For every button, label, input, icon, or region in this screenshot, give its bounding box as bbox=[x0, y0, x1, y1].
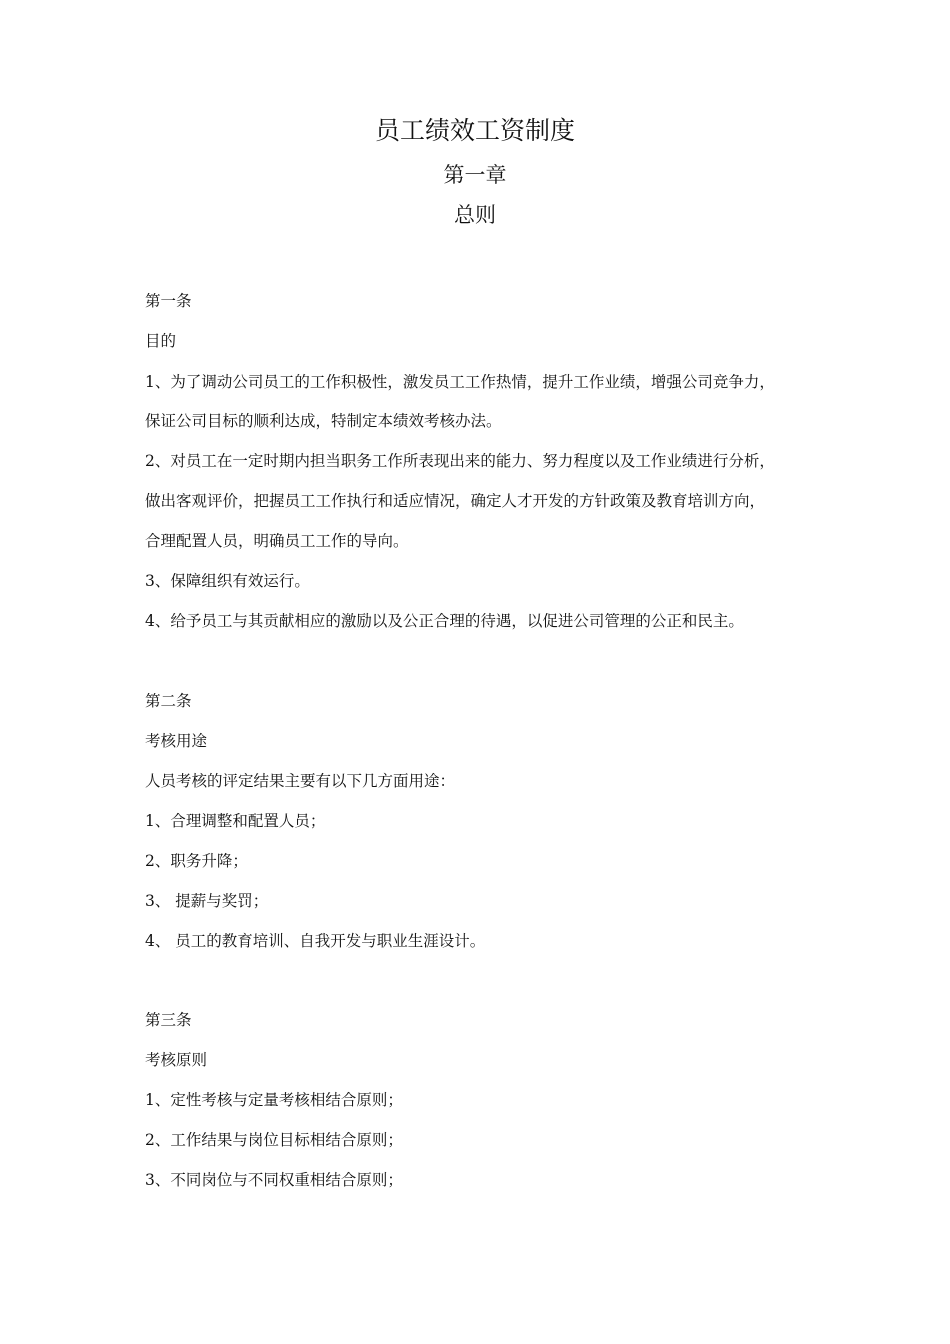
list-item: 2、工作结果与岗位目标相结合原则； bbox=[145, 1131, 403, 1149]
paragraph-line: 人员考核的评定结果主要有以下几方面用途： bbox=[145, 772, 456, 790]
list-item: 3、不同岗位与不同权重相结合原则； bbox=[145, 1171, 403, 1189]
chapter-title: 总则 bbox=[454, 203, 496, 227]
paragraph-line: 保证公司目标的顺利达成，特制定本绩效考核办法。 bbox=[145, 412, 502, 430]
section-heading: 第三条 bbox=[145, 1011, 192, 1029]
section-heading: 第一条 bbox=[145, 292, 192, 310]
document-title: 员工绩效工资制度 bbox=[374, 116, 575, 145]
paragraph-line: 2、对员工在一定时期内担当职务工作所表现出来的能力、努力程度以及工作业绩进行分析， bbox=[145, 452, 775, 470]
section-heading: 第二条 bbox=[145, 692, 192, 710]
paragraph-line: 3、保障组织有效运行。 bbox=[145, 572, 310, 590]
list-item: 1、定性考核与定量考核相结合原则； bbox=[145, 1091, 403, 1109]
list-item: 4、 员工的教育培训、自我开发与职业生涯设计。 bbox=[145, 932, 486, 950]
list-item: 1、合理调整和配置人员； bbox=[145, 812, 326, 830]
list-item: 3、 提薪与奖罚； bbox=[145, 892, 269, 910]
paragraph-line: 做出客观评价，把握员工工作执行和适应情况，确定人才开发的方针政策及教育培训方向， bbox=[145, 492, 766, 510]
chapter-number: 第一章 bbox=[443, 163, 507, 187]
section-subheading: 考核原则 bbox=[145, 1051, 208, 1069]
paragraph-line: 合理配置人员，明确员工工作的导向。 bbox=[145, 532, 409, 550]
section-subheading: 考核用途 bbox=[145, 732, 208, 750]
list-item: 2、职务升降； bbox=[145, 852, 248, 870]
paragraph-line: 4、给予员工与其贡献相应的激励以及公正合理的待遇，以促进公司管理的公正和民主。 bbox=[145, 612, 744, 630]
section-subheading: 目的 bbox=[145, 332, 177, 350]
paragraph-line: 1、为了调动公司员工的工作积极性，激发员工工作热情，提升工作业绩，增强公司竞争力， bbox=[145, 373, 775, 391]
